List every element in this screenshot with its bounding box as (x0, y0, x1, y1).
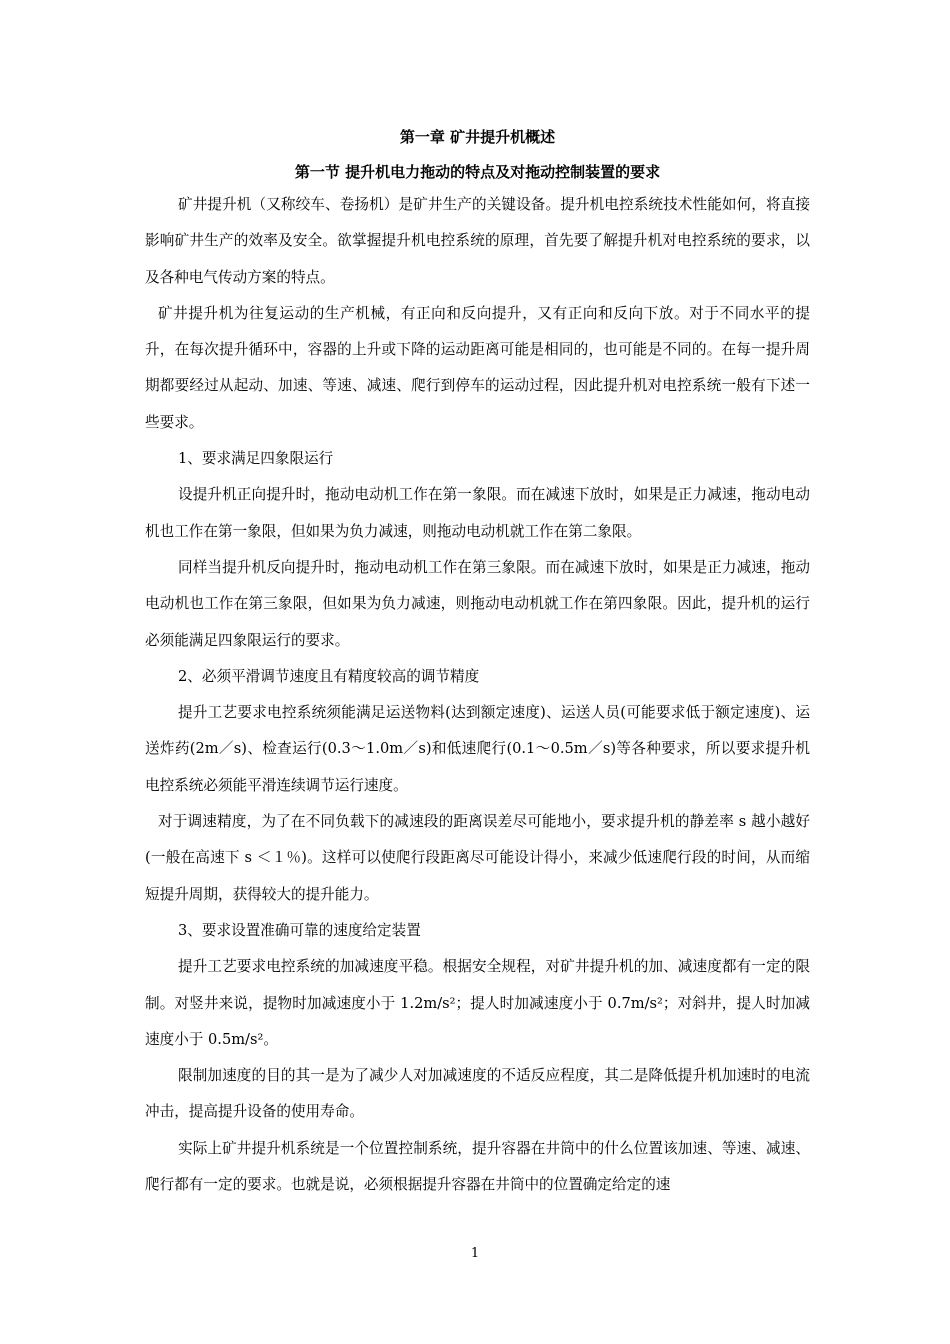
page-number: 1 (470, 1246, 480, 1261)
paragraph-intro: 矿井提升机（又称绞车、卷扬机）是矿井生产的关键设备。提升机电控系统技术性能如何，将直接影响矿井生产的效率及安全。欲掌握提升机电控系统的原理，首先要了解提升机对电控系统的要求，以及各种电气传动方案的特点。 (145, 196, 810, 286)
requirement-heading-1: 1、要求满足四象限运行 (178, 450, 334, 468)
paragraph-position-control: 实际上矿井提升机系统是一个位置控制系统，提升容器在井筒中的什么位置该加速、等速、减速、爬行都有一定的要求。也就是说，必须根据提升容器在井筒中的位置确定给定的速 (145, 1139, 810, 1194)
requirement-heading-2: 2、必须平滑调节速度且有精度较高的调节精度 (178, 667, 480, 685)
requirement-heading-3: 3、要求设置准确可靠的速度给定装置 (178, 921, 421, 939)
paragraph-acceleration-limits: 提升工艺要求电控系统的加减速度平稳。根据安全规程，对矿井提升机的加、减速度都有一定的限制。对竖井来说，提物时加减速度小于 1.2m/s²；提人时加减速度小于 0.7m/s²；对斜井，提人时加减速度小于 0.5m/s²。 (145, 958, 810, 1048)
page-body (145, 122, 810, 1203)
paragraph-acceleration-purpose: 限制加速度的目的其一是为了减少人对加减速度的不适反应程度，其二是降低提升机加速时的电流冲击，提高提升设备的使用寿命。 (145, 1067, 810, 1121)
paragraph-forward-lift: 设提升机正向提升时，拖动电动机工作在第一象限。而在减速下放时，如果是正力减速，拖动电动机也工作在第一象限，但如果为负力减速，则拖动电动机就工作在第二象限。 (145, 486, 810, 540)
paragraph-speed-precision: 对于调速精度，为了在不同负载下的减速段的距离误差尽可能地小，要求提升机的静差率 s 越小越好(一般在高速下 s ＜１％)。这样可以使爬行段距离尽可能设计得小，来减少低速爬行段的时间，从而缩短提升周期，获得较大的提升能力。 (145, 813, 810, 903)
paragraph-requirements-overview: 矿井提升机为往复运动的生产机械，有正向和反向提升，又有正向和反向下放。对于不同水平的提升，在每次提升循环中，容器的上升或下降的运动距离可能是相同的，也可能是不同的。在每一提升周期都要经过从起动、加速、等速、减速、爬行到停车的运动过程，因此提升机对电控系统一般有下述一些要求。 (145, 304, 810, 431)
section-title: 第一节 提升机电力拖动的特点及对拖动控制装置的要求 (294, 163, 661, 181)
chapter-title: 第一章 矿井提升机概述 (399, 128, 556, 146)
paragraph-speed-requirements: 提升工艺要求电控系统须能满足运送物料(达到额定速度)、运送人员(可能要求低于额定速度)、运送炸药(2m／s)、检查运行(0.3～1.0m／s)和低速爬行(0.1～0.5m／s)等各种要求，所以要求提升机电控系统必须能平滑连续调节运行速度。 (145, 704, 810, 794)
paragraph-reverse-lift: 同样当提升机反向提升时，拖动电动机工作在第三象限。而在减速下放时，如果是正力减速，拖动电动机也工作在第三象限，但如果为负力减速，则拖动电动机就工作在第四象限。因此，提升机的运行必须能满足四象限运行的要求。 (145, 558, 810, 649)
